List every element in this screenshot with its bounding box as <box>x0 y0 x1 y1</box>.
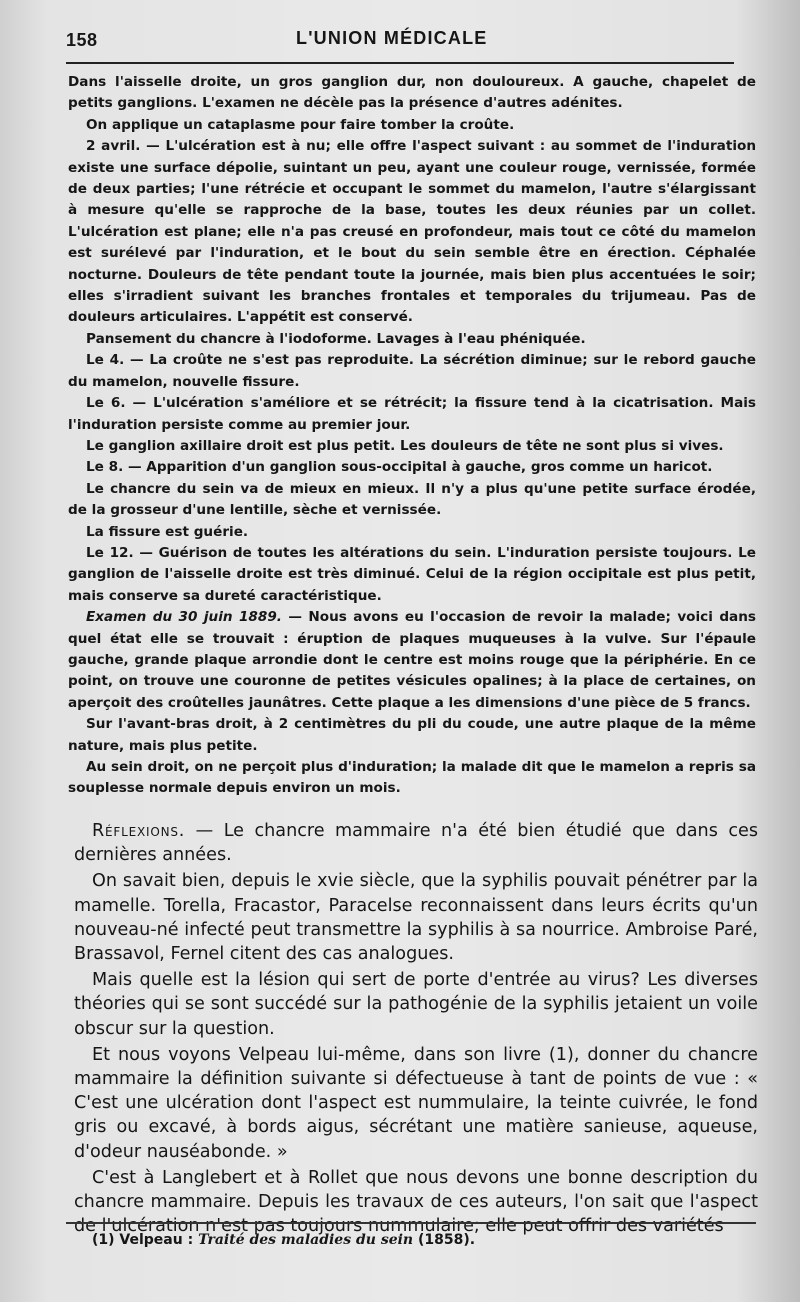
paragraph: Le 6. — L'ulcération s'améliore et se rétrécit; la fissure tend à la cicatrisation. Mais l'induration persiste comme au premier jour. <box>68 395 756 433</box>
footnote <box>92 1230 732 1250</box>
paragraph: Le ganglion axillaire droit est plus petit. Les douleurs de tête ne sont plus si vives. <box>86 437 724 454</box>
reflections-section <box>74 819 758 1240</box>
paragraph: Dans l'aisselle droite, un gros ganglion dur, non douloureux. A gauche, chapelet de petits ganglions. L'examen ne décèle pas la présence d'autres adénites. <box>68 74 756 112</box>
paragraph: Mais quelle est la lésion qui sert de porte d'entrée au virus? Les diverses théories qui se sont succédé sur la pathogénie de la syphilis jetaient un voile obscur sur la question. <box>74 970 758 1039</box>
paragraph: Le chancre du sein va de mieux en mieux. Il n'y a plus qu'une petite surface érodée, de la grosseur d'une lentille, sèche et vernissée. <box>68 480 756 519</box>
paragraph: Pansement du chancre à l'iodoforme. Lavages à l'eau phéniquée. <box>86 330 586 347</box>
footnote-rule <box>66 1222 756 1224</box>
paragraph: Et nous voyons Velpeau lui-même, dans son livre (1), donner du chancre mammaire la définition suivante si défectueuse à tant de points de vue : « C'est une ulcération dont l'aspect est nummulaire, la teinte cuivrée, le fond gris ou excavé, à bords aigus, sécrétant une matière sanieuse, aqueuse, d'odeur nauséabonde. » <box>74 1044 758 1162</box>
footnote-year: (1858). <box>413 1232 476 1248</box>
reflections-label: Réflexions. <box>92 821 186 841</box>
paragraph: Le 12. — Guérison de toutes les altérations du sein. L'induration persiste toujours. Le ganglion de l'aisselle droite est très diminué. Celui de la région occipitale est plus petit, mais conserve sa dureté caractéristique. <box>68 544 756 604</box>
paragraph: On savait bien, depuis le xvie siècle, que la syphilis pouvait pénétrer par la mamelle. Torella, Fracastor, Paracelse reconnaissent dans leurs écrits qu'un nouveau-né infecté peut transmettre la syphilis à sa nourrice. Ambroise Paré, Brassavol, Fernel citent des cas analogues. <box>74 871 758 965</box>
reflections-text: — Le chancre mammaire n'a été bien étudié que dans ces dernières années. <box>74 821 758 866</box>
paragraph: Au sein droit, on ne perçoit plus d'induration; la malade dit que le mamelon a repris sa souplesse normale depuis environ un mois. <box>68 759 756 797</box>
paragraph: On applique un cataplasme pour faire tomber la croûte. <box>86 116 515 133</box>
footnote-marker: (1) Velpeau : <box>92 1232 199 1248</box>
paragraph: La fissure est guérie. <box>86 523 249 540</box>
paragraph: Sur l'avant-bras droit, à 2 centimètres du pli du coude, une autre plaque de la même nature, mais plus petite. <box>68 716 756 754</box>
paragraph: 2 avril. — L'ulcération est à nu; elle offre l'aspect suivant : au sommet de l'induration existe une surface dépolie, suintant un peu, ayant une couleur rouge, vernissée, formée de deux parties; l'une rétrécie et occupant le sommet du mamelon, l'autre s'élargissant à mesure qu'elle se rapproche de la base, toutes les deux réunies par un collet. L'ulcération est plane; elle n'a pas creusé en profondeur, mais tout ce côté du mamelon est surélevé par l'induration, et le bout du sein semble être en érection. Céphalée nocturne. Douleurs de tête pendant toute la journée, mais bien plus accentuées le soir; elles s'irradient suivant les branches frontales et temporales du trijumeau. Pas de douleurs articulaires. L'appétit est conservé. <box>68 138 756 326</box>
running-title: L'UNION MÉDICALE <box>296 28 488 48</box>
header-rule <box>66 62 734 64</box>
case-notes <box>68 72 756 800</box>
exam-label: Examen du 30 juin 1889. <box>86 609 282 626</box>
paragraph: Le 4. — La croûte ne s'est pas reproduite. La sécrétion diminue; sur le rebord gauche du mamelon, nouvelle fissure. <box>68 352 756 390</box>
reflections-paragraph <box>74 819 758 867</box>
exam-text: — Nous avons eu l'occasion de revoir la malade; voici dans quel état elle se trouvait : éruption de plaques muqueuses à la vulve. Sur l'épaule gauche, grande plaque arrondie dont le centre est moins rouge que la périphérie. En ce point, on trouve une couronne de petites vésicules opalines; à la place de certaines, on aperçoit des croûtelles jaunâtres. Cette plaque a les dimensions d'une pièce de 5 francs. <box>68 609 756 711</box>
paragraph: C'est à Langlebert et à Rollet que nous devons une bonne description du chancre mammaire. Depuis les travaux de ces auteurs, l'on sait que l'aspect de l'ulcération n'est pas toujours nummulaire; elle peut offrir des variétés <box>74 1167 758 1237</box>
paragraph: Le 8. — Apparition d'un ganglion sous-occipital à gauche, gros comme un haricot. <box>86 459 713 476</box>
page-number: 158 <box>66 30 98 50</box>
page-header <box>0 26 800 56</box>
exam-paragraph <box>68 607 756 714</box>
footnote-title: Traité des maladies du sein <box>198 1232 414 1248</box>
